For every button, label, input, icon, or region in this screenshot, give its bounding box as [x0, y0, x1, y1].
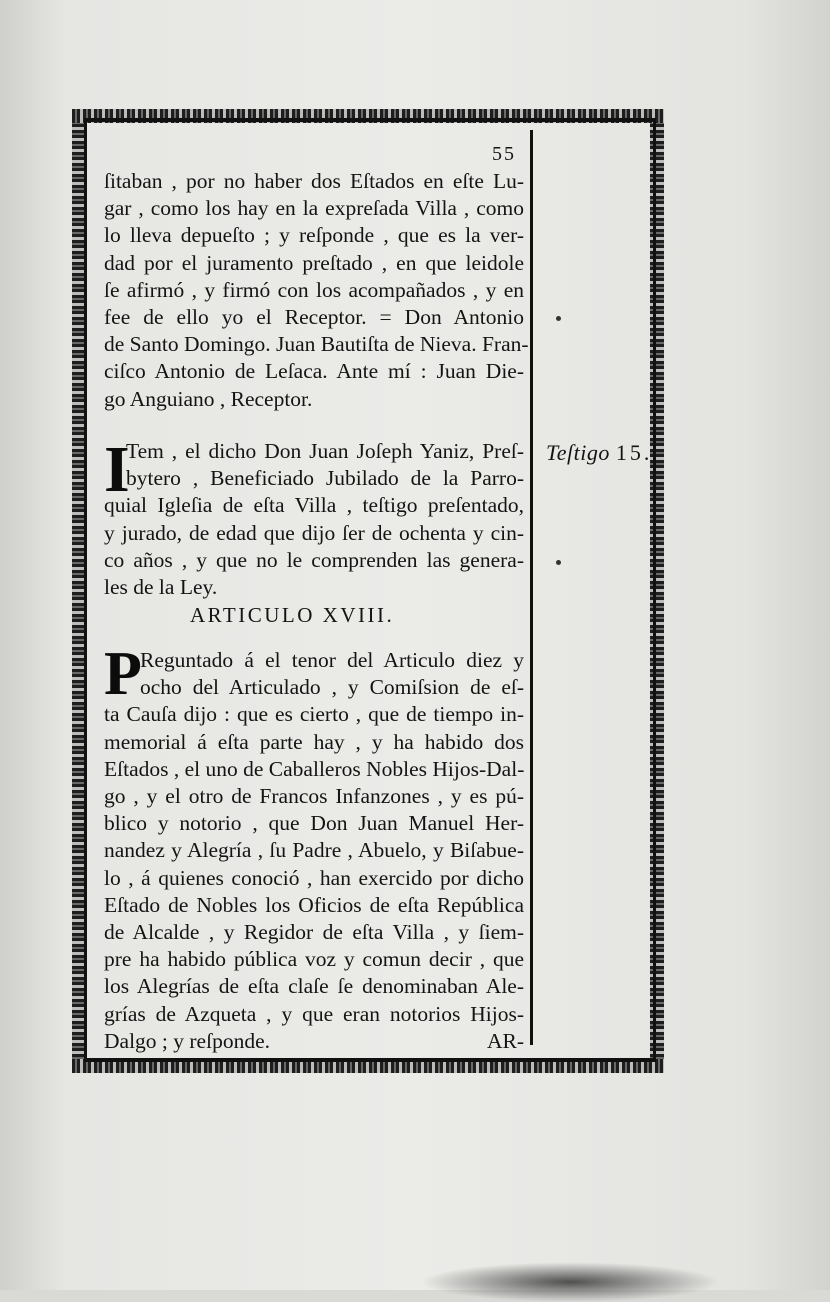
paragraph-1	[104, 168, 529, 413]
text-line: fee de ello yo el Receptor. = Don Antonio	[104, 305, 524, 330]
text-line: Reguntado á el tenor del Articulo diez y	[140, 648, 524, 672]
ink-dot	[556, 560, 561, 565]
text-line: co años , y que no le comprenden las genera-	[104, 547, 524, 572]
text-line: de Santo Domingo. Juan Bautiſta de Nieva. Fran-	[104, 332, 529, 357]
text-line: ciſco Antonio de Leſaca. Ante mí : Juan Die-	[104, 359, 524, 384]
margin-note-number: 15.	[615, 440, 653, 465]
drop-cap-i: I	[104, 433, 130, 506]
text-line: ſe afirmó , y firmó con los acompañados , y en	[104, 277, 524, 302]
column-divider	[530, 130, 533, 1045]
text-line: go , y el otro de Francos Infanzones , y es pú-	[104, 784, 524, 809]
paragraph-3	[104, 647, 524, 1055]
text-line: Eſtados , el uno de Caballeros Nobles Hijos-Dal-	[104, 756, 525, 781]
text-line: ta Cauſa dijo : que es cierto , que de tiempo in-	[104, 702, 524, 727]
drop-cap-p: P	[104, 640, 142, 708]
text-line: Tem , el dicho Don Juan Joſeph Yaniz, Preſ-	[126, 439, 524, 463]
article-heading: ARTICULO XVIII.	[190, 603, 395, 627]
text-line: ocho del Articulado , y Comiſsion de eſ-	[140, 675, 524, 700]
text-line-final	[104, 1028, 524, 1055]
text-line: lo , á quienes conoció , han exercido por dicho	[104, 865, 524, 890]
text-line: los Alegrías de eſta claſe ſe denominaban Ale-	[104, 974, 524, 999]
paragraph-2	[104, 433, 524, 601]
text-line: blico y notorio , que Don Juan Manuel Her-	[104, 811, 524, 836]
text-line: go Anguiano , Receptor.	[104, 386, 313, 411]
text-line: Eſtado de Nobles los Oficios de eſta República	[104, 892, 524, 917]
text-line: les de la Ley.	[104, 575, 218, 600]
margin-note-label: Teſtigo	[546, 440, 610, 465]
text-line: gar , como los hay en la expreſada Villa , como	[104, 196, 524, 221]
text-line: dad por el juramento preſtado , en que leidole	[104, 250, 524, 275]
ink-dot	[556, 316, 561, 321]
text-line: nandez y Alegría , ſu Padre , Abuelo, y Biſabue-	[104, 838, 524, 863]
text-line: de Alcalde , y Regidor de eſta Villa , y ſiem-	[104, 920, 524, 945]
text-line: y jurado, de edad que dijo ſer de ochenta y cin-	[104, 520, 524, 545]
text-line: ſitaban , por no haber dos Eſtados en eſte Lu-	[104, 169, 524, 193]
margin-note	[546, 440, 652, 466]
text-line: memorial á eſta parte hay , y ha habido dos	[104, 729, 524, 754]
text-line: pre ha habido pública voz y comun decir , que	[104, 947, 524, 972]
text-line: quial Igleſia de eſta Villa , teſtigo preſentado,	[104, 493, 524, 518]
text-line: bytero , Beneficiado Jubilado de la Parro-	[126, 466, 524, 491]
page-number: 55	[492, 143, 516, 165]
page-shadow	[420, 1262, 720, 1302]
catchword: AR-	[486, 1028, 524, 1053]
text-line: lo lleva depueſto ; y reſponde , que es la ver-	[104, 223, 524, 248]
text-line-content: Dalgo ; y reſponde.	[104, 1028, 270, 1053]
text-line: grías de Azqueta , y que eran notorios Hijos-	[104, 1001, 524, 1026]
